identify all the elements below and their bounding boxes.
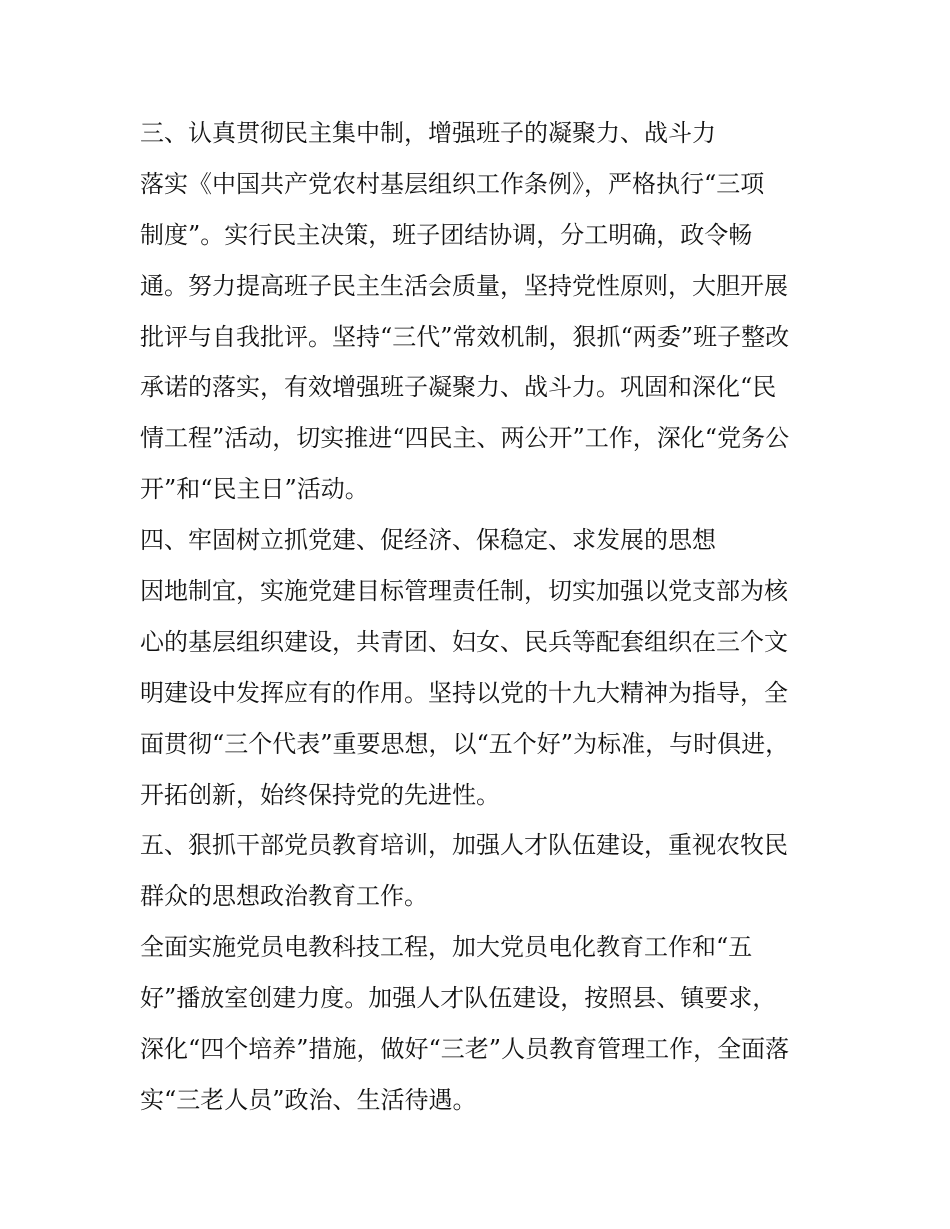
text-line: 批评与自我批评。坚持“三代”常效机制，狠抓“两委”班子整改 (140, 322, 790, 351)
text-line: 通。努力提高班子民主生活会质量，坚持党性原则，大胆开展 (140, 271, 788, 300)
text-line: 明建设中发挥应有的作用。坚持以党的十九大精神为指导，全 (140, 678, 788, 707)
text-line: 四、牢固树立抓党建、促经济、保稳定、求发展的思想 (140, 526, 716, 555)
text-line: 实“三老人员”政治、生活待遇。 (140, 1085, 477, 1114)
text-line: 情工程”活动，切实推进“四民主、两公开”工作，深化“党务公 (140, 424, 790, 453)
text-line: 面贯彻“三个代表”重要思想，以“五个好”为标准，与时俱进， (140, 729, 790, 758)
text-line: 开”和“民主日”活动。 (140, 475, 369, 504)
text-line: 全面实施党员电教科技工程，加大党员电化教育工作和“五 (140, 933, 753, 962)
text-line: 因地制宜，实施党建目标管理责任制，切实加强以党支部为核 (140, 577, 788, 606)
document-body (140, 108, 820, 1126)
text-line: 心的基层组织建设，共青团、妇女、民兵等配套组织在三个文 (140, 627, 788, 656)
text-line: 好”播放室创建力度。加强人才队伍建设，按照县、镇要求， (140, 984, 777, 1013)
text-line: 深化“四个培养”措施，做好“三老”人员教育管理工作，全面落 (140, 1035, 790, 1064)
text-line: 制度”。实行民主决策，班子团结协调，分工明确，政令畅 (140, 220, 753, 249)
text-line: 三、认真贯彻民主集中制，增强班子的凝聚力、战斗力 (140, 119, 716, 147)
text-line: 开拓创新，始终保持党的先进性。 (140, 780, 500, 809)
text-line: 落实《中国共产党农村基层组织工作条例》，严格执行“三项 (140, 169, 765, 198)
text-line: 群众的思想政治教育工作。 (140, 882, 428, 911)
text-line: 五、狠抓干部党员教育培训，加强人才队伍建设，重视农牧民 (140, 831, 788, 860)
text-line: 承诺的落实，有效增强班子凝聚力、战斗力。巩固和深化“民 (140, 373, 777, 402)
